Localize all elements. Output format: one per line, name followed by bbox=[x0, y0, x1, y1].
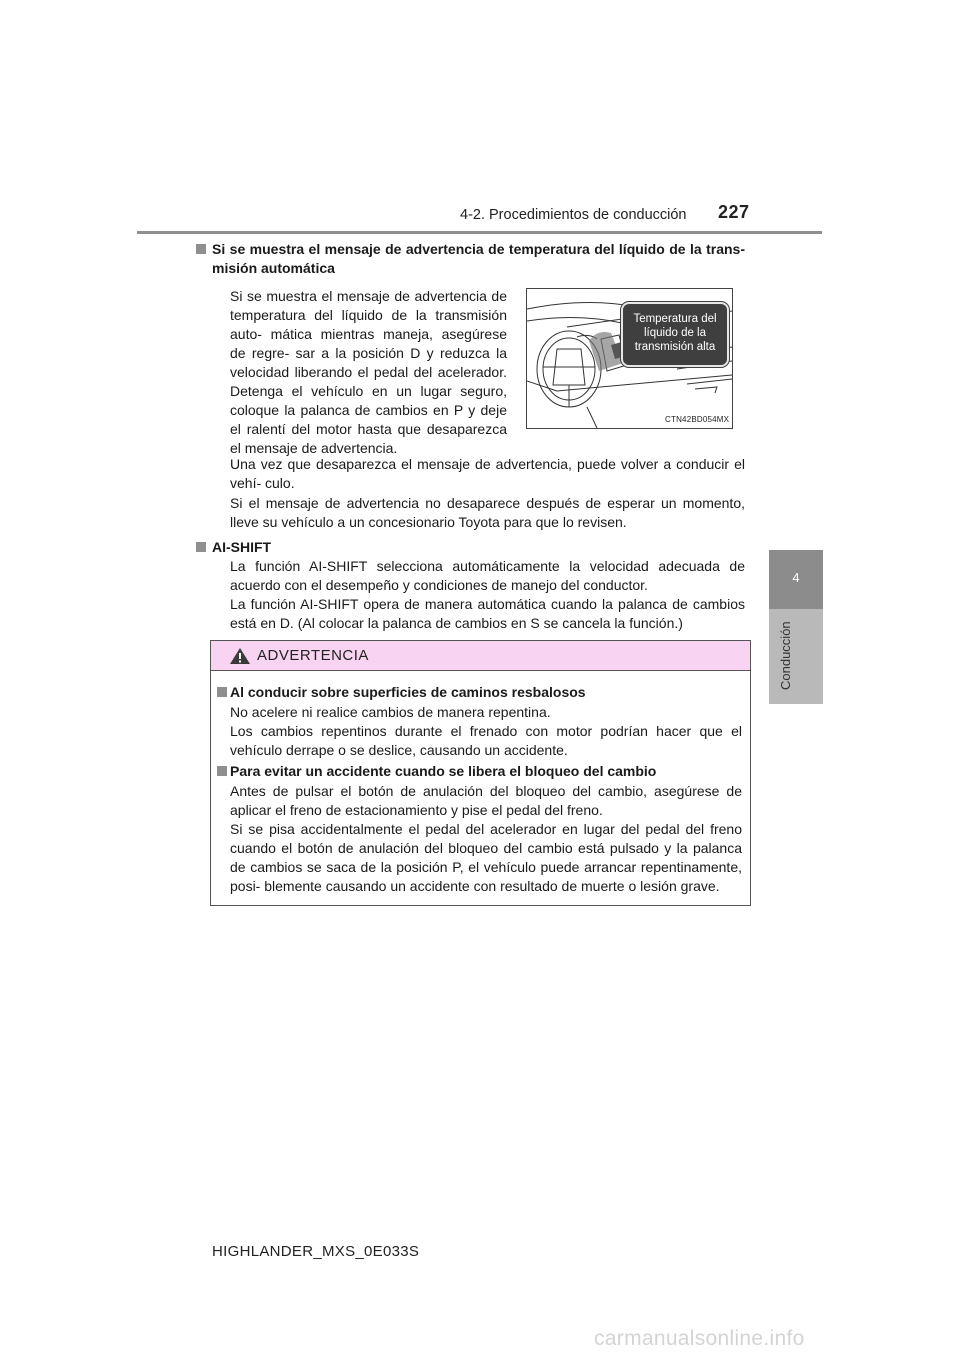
watermark: carmanualsonline.info bbox=[594, 1327, 805, 1350]
warning-item-2-title: Para evitar un accidente cuando se libera el bloqueo del cambio bbox=[230, 763, 657, 779]
warning-item-1-line-2: Los cambios repentinos durante el frenado con motor podrían hacer que el vehículo derrape o se deslice, causando un accidente. bbox=[230, 723, 742, 758]
chapter-label: Conducción bbox=[778, 621, 793, 690]
warning-item-2-body bbox=[230, 782, 742, 896]
warning-item-2-heading bbox=[230, 762, 742, 781]
footer-document-code: HIGHLANDER_MXS_0E033S bbox=[212, 1243, 420, 1260]
bullet-square-icon bbox=[196, 244, 206, 254]
callout-label bbox=[621, 302, 729, 367]
para-2-text: Una vez que desaparezca el mensaje de advertencia, puede volver a conducir el vehí- culo. bbox=[230, 456, 745, 491]
header-section-title: 4-2. Procedimientos de conducción bbox=[460, 207, 687, 223]
bullet-square-icon bbox=[217, 687, 227, 697]
callout-line-3: transmisión alta bbox=[634, 341, 716, 353]
ai-shift-body bbox=[230, 557, 745, 633]
chapter-tab bbox=[769, 550, 823, 609]
header-rule bbox=[137, 231, 822, 234]
section-heading bbox=[212, 240, 745, 278]
warning-item-1-line-1: No acelere ni realice cambios de manera repentina. bbox=[230, 704, 551, 720]
bullet-square-icon bbox=[196, 542, 206, 552]
warning-item-1-body bbox=[230, 703, 742, 760]
page-number: 227 bbox=[718, 202, 750, 222]
illustration-code: CTN42BD054MX bbox=[665, 415, 730, 424]
warning-title: ADVERTENCIA bbox=[257, 647, 369, 664]
bullet-square-icon bbox=[217, 766, 227, 776]
section-title: Si se muestra el mensaje de advertencia de temperatura del líquido de la trans- misión automática bbox=[212, 241, 745, 276]
callout-line-1: Temperatura del bbox=[633, 313, 717, 325]
warning-item-2-line-1: Antes de pulsar el botón de anulación del bloqueo del cambio, asegúrese de aplicar el freno de estacionamiento y pise el pedal del freno. bbox=[230, 783, 742, 818]
warning-item-1-heading bbox=[230, 683, 742, 702]
warning-item-2-line-2: Si se pisa accidentalmente el pedal del acelerador en lugar del pedal del freno cuando el botón de anulación del bloqueo del cambio está pulsado y la palanca de cambios se saca de la posición P, el vehículo puede arrancar repentinamente, posi- blemente causando un accidente con resultado de muerte o lesión grave. bbox=[230, 821, 742, 894]
warning-box bbox=[210, 640, 751, 906]
ai-shift-line-1: La función AI-SHIFT selecciona automáticamente la velocidad adecuada de acuerdo con el desempeño y condiciones de manejo del conductor. bbox=[230, 558, 745, 593]
dashboard-illustration bbox=[526, 288, 733, 429]
ai-shift-line-2: La función AI-SHIFT opera de manera automática cuando la palanca de cambios está en D. (Al colocar la palanca de cambios en S se cancela la función.) bbox=[230, 596, 745, 631]
callout-line-2: líquido de la bbox=[643, 327, 707, 339]
warning-item-1-title: Al conducir sobre superficies de caminos resbalosos bbox=[230, 684, 586, 700]
section-body bbox=[230, 287, 507, 458]
chapter-number: 4 bbox=[792, 570, 800, 585]
section-para-2 bbox=[230, 455, 745, 493]
warning-triangle-icon bbox=[229, 647, 251, 665]
section-para-3 bbox=[230, 494, 745, 532]
section-heading bbox=[212, 538, 745, 557]
para-3-text: Si el mensaje de advertencia no desaparece después de esperar un momento, lleve su vehículo a un concesionario Toyota para que lo revisen. bbox=[230, 495, 745, 530]
warning-header bbox=[211, 641, 750, 671]
section-body-text: Si se muestra el mensaje de advertencia de temperatura del líquido de la transmisión auto- mática mientras maneja, asegúrese de regre- sar a la posición D y reduzca la velocidad liberando el pedal del acelerador. Detenga el vehículo en un lugar seguro, coloque la palanca de cambios en P y deje el ralentí del motor hasta que desaparezca el mensaje de advertencia. bbox=[230, 288, 507, 456]
section-title: AI-SHIFT bbox=[212, 539, 272, 555]
